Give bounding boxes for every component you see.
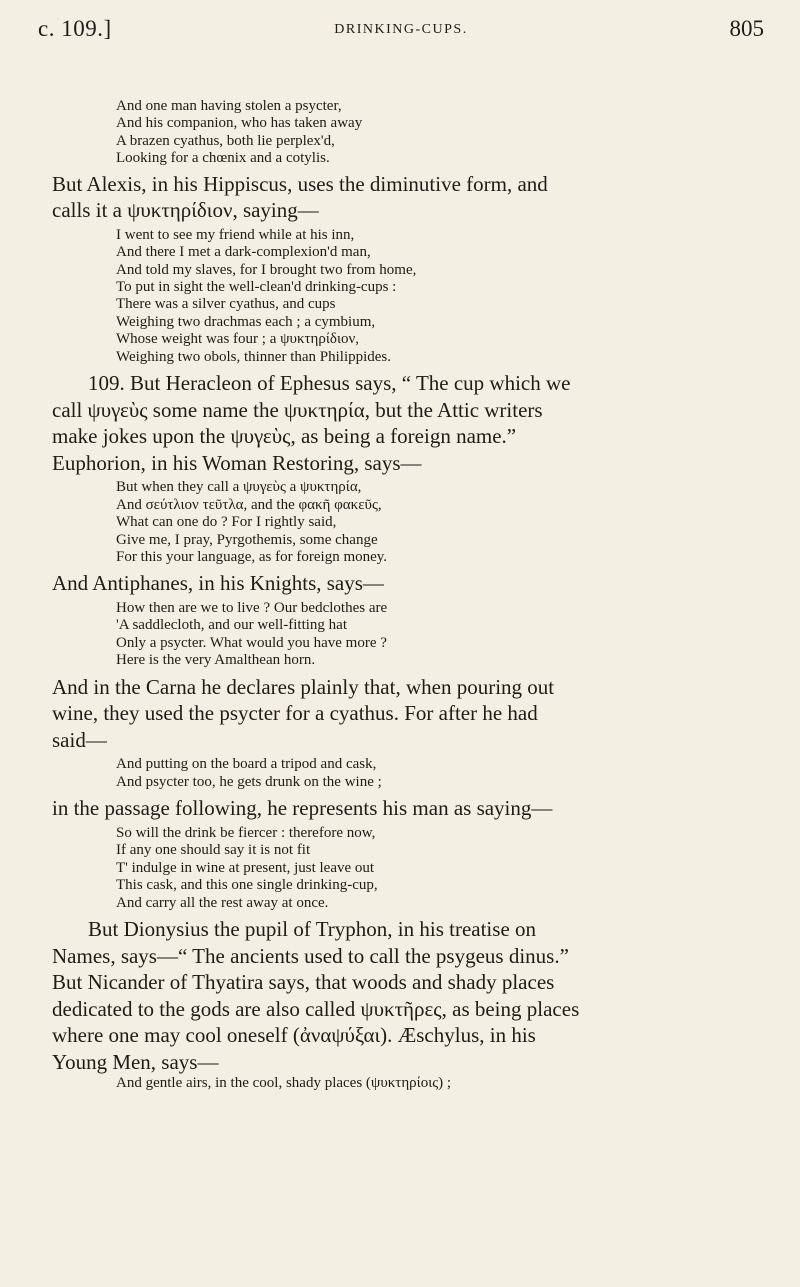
verse-line: Here is the very Amalthean horn. — [116, 652, 316, 669]
prose-line: And in the Carna he declares plainly that, when pouring out — [52, 674, 555, 699]
verse-line: For this your language, as for foreign money. — [116, 549, 388, 566]
prose-line: said— — [52, 727, 107, 752]
verse-line: 'A saddlecloth, and our well-fitting hat — [116, 617, 347, 634]
prose-line: call ψυγεὺς some name the ψυκτηρία, but the Attic writers — [52, 397, 543, 422]
prose-paragraph — [52, 674, 764, 754]
verse-line: To put in sight the well-clean'd drinking-cups : — [116, 279, 397, 296]
verse-quotation — [52, 98, 764, 168]
verse-line: And σεύτλιον τεῦτλα, and the φακῆ φακεῦς, — [116, 496, 382, 513]
verse-line: What can one do ? For I rightly said, — [116, 514, 337, 531]
verse-line: How then are we to live ? Our bedclothes are — [116, 600, 388, 617]
page-number: 805 — [729, 16, 764, 41]
verse-line: If any one should say it is not fit — [116, 842, 311, 859]
prose-line: 109. But Heracleon of Ephesus says, “ The cup which we — [88, 371, 571, 396]
verse-line: T' indulge in wine at present, just leave out — [116, 859, 375, 876]
verse-quotation — [52, 1075, 764, 1092]
verse-line: But when they call a ψυγεὺς a ψυκτηρία, — [116, 479, 362, 496]
prose-line: where one may cool oneself (ἀναψύξαι). Æschylus, in his — [52, 1023, 536, 1048]
verse-line: Whose weight was four ; a ψυκτηρίδιον, — [116, 331, 360, 348]
prose-paragraph — [52, 370, 764, 476]
prose-paragraph — [52, 570, 764, 597]
verse-line: And told my slaves, for I brought two from home, — [116, 261, 417, 278]
verse-line: And putting on the board a tripod and cask, — [116, 756, 377, 773]
prose-line: But Dionysius the pupil of Tryphon, in his treatise on — [88, 916, 537, 941]
verse-line: Give me, I pray, Pyrgothemis, some change — [116, 531, 378, 548]
prose-line: Young Men, says— — [52, 1049, 219, 1074]
verse-line: And gentle airs, in the cool, shady places (ψυκτηρίοις) ; — [116, 1075, 452, 1092]
verse-line: I went to see my friend while at his inn, — [116, 226, 355, 243]
verse-line: This cask, and this one single drinking-cup, — [116, 877, 378, 894]
verse-line: A brazen cyathus, both lie perplex'd, — [116, 132, 335, 149]
verse-quotation — [52, 479, 764, 566]
prose-line: in the passage following, he represents his man as saying— — [52, 796, 553, 821]
verse-quotation — [52, 600, 764, 670]
prose-line: Euphorion, in his Woman Restoring, says— — [52, 450, 422, 475]
prose-line: Names, says—“ The ancients used to call the psygeus dinus.” — [52, 943, 569, 968]
verse-line: And psycter too, he gets drunk on the wine ; — [116, 773, 382, 790]
verse-line: Weighing two drachmas each ; a cymbium, — [116, 313, 376, 330]
verse-line: And one man having stolen a psycter, — [116, 98, 342, 114]
prose-paragraph — [52, 795, 764, 822]
prose-line: dedicated to the gods are also called ψυκτῆρες, as being places — [52, 996, 580, 1021]
running-header — [38, 16, 764, 50]
prose-paragraph — [52, 916, 764, 1076]
prose-line: But Nicander of Thyatira says, that woods and shady places — [52, 970, 555, 995]
verse-quotation — [52, 825, 764, 912]
verse-line: Weighing two obols, thinner than Philippides. — [116, 348, 392, 365]
verse-line: Only a psycter. What would you have more ? — [116, 634, 387, 651]
page-body — [52, 98, 764, 1093]
verse-line: And carry all the rest away at once. — [116, 894, 329, 911]
verse-quotation — [52, 756, 764, 791]
prose-line: And Antiphanes, in his Knights, says— — [52, 571, 384, 596]
verse-line: Looking for a chœnix and a cotylis. — [116, 150, 330, 167]
chapter-reference: c. 109.] — [38, 16, 112, 41]
prose-line: But Alexis, in his Hippiscus, uses the diminutive form, and — [52, 171, 548, 196]
verse-line: And there I met a dark-complexion'd man, — [116, 244, 371, 261]
verse-line: So will the drink be fiercer : therefore now, — [116, 824, 376, 841]
running-title: DRINKING-CUPS. — [334, 22, 468, 37]
verse-quotation — [52, 227, 764, 366]
prose-paragraph — [52, 171, 764, 224]
prose-line: calls it a ψυκτηρίδιον, saying— — [52, 198, 319, 223]
prose-line: wine, they used the psycter for a cyathus. For after he had — [52, 701, 538, 726]
prose-line: make jokes upon the ψυγεὺς, as being a foreign name.” — [52, 424, 517, 449]
verse-line: And his companion, who has taken away — [116, 115, 363, 132]
verse-line: There was a silver cyathus, and cups — [116, 296, 336, 313]
